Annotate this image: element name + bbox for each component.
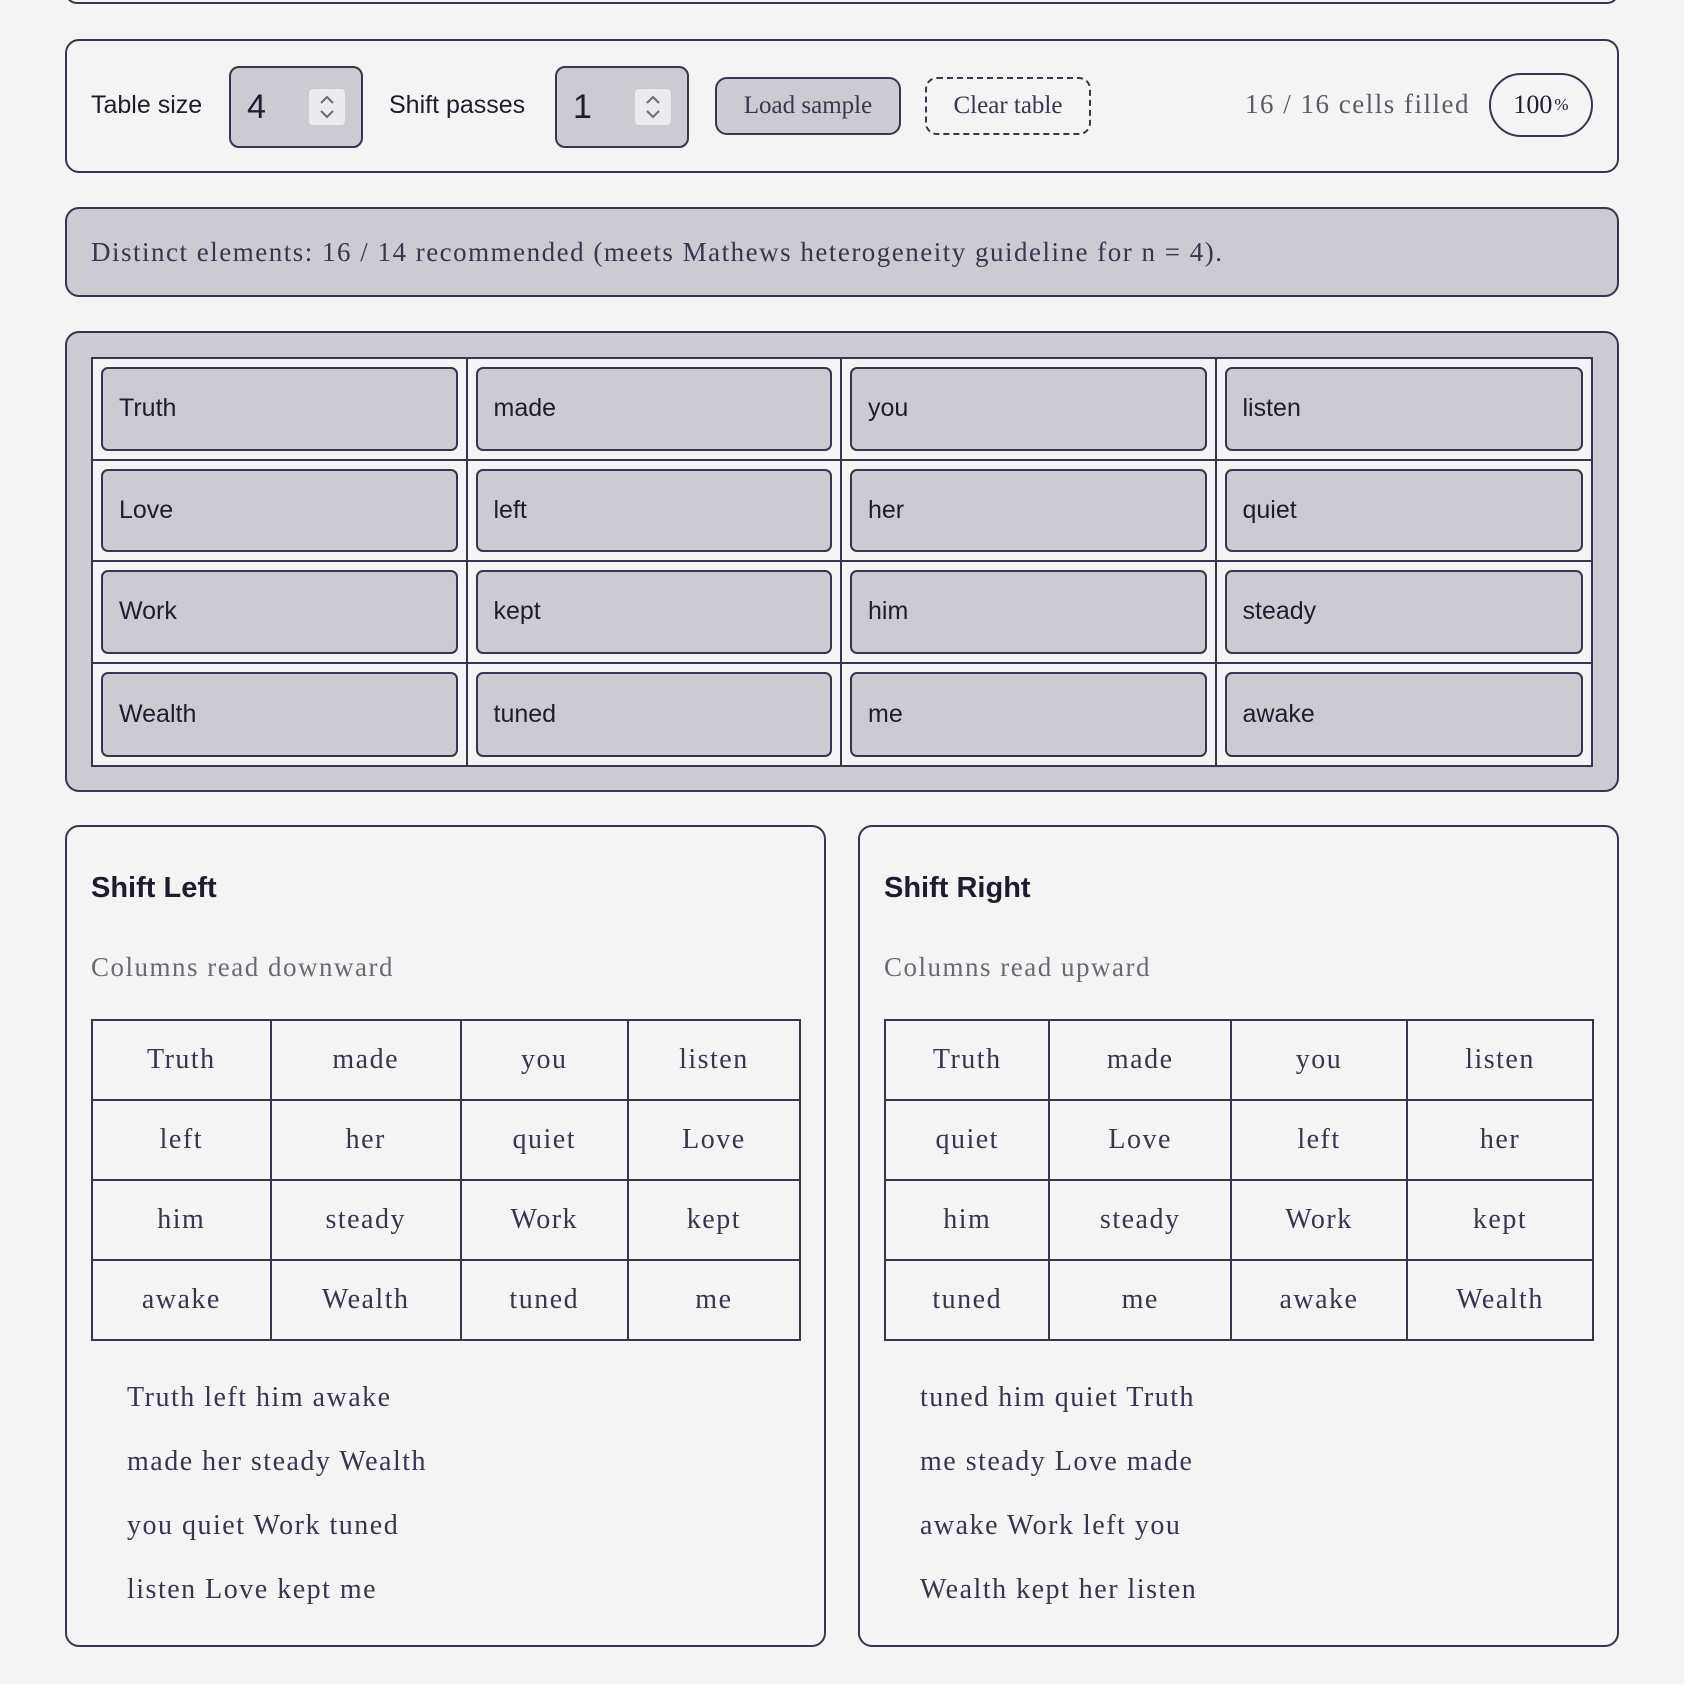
shift-left-table-cell: kept (628, 1180, 800, 1260)
shift-right-table-cell: awake (1231, 1260, 1407, 1340)
shift-right-table-cell: quiet (885, 1100, 1049, 1180)
grid-cell-input[interactable]: Wealth (101, 672, 458, 758)
shift-right-table-cell: left (1231, 1100, 1407, 1180)
shift-left-table-row (92, 1100, 800, 1180)
shift-right-table-cell: her (1407, 1100, 1593, 1180)
shift-right-table-row (885, 1260, 1593, 1340)
grid-cell (93, 664, 468, 766)
shift-left-line: you quiet Work tuned (127, 1510, 400, 1541)
distinct-elements-notice (65, 207, 1619, 297)
grid-cell (93, 562, 468, 664)
shift-right-table-cell: you (1231, 1020, 1407, 1100)
grid-cell-input[interactable]: Truth (101, 367, 458, 451)
grid-cell (468, 461, 843, 563)
shift-left-table-row (92, 1180, 800, 1260)
shift-right-line: me steady Love made (920, 1446, 1194, 1477)
grid-cell-input[interactable]: him (850, 570, 1207, 654)
shift-left-table-cell: listen (628, 1020, 800, 1100)
previous-panel-edge (65, 0, 1619, 4)
shift-left-table-cell: me (628, 1260, 800, 1340)
controls-bar (65, 39, 1619, 173)
grid-cell-input[interactable]: you (850, 367, 1207, 451)
shift-passes-stepper[interactable] (555, 66, 689, 148)
shift-right-line: tuned him quiet Truth (920, 1382, 1195, 1413)
shift-right-table-cell: Truth (885, 1020, 1049, 1100)
grid-cell (842, 562, 1217, 664)
grid-cell-input[interactable]: quiet (1225, 469, 1584, 553)
cells-filled-status: 16 / 16 cells filled (1245, 89, 1470, 119)
shift-right-table-cell: made (1049, 1020, 1231, 1100)
shift-left-subtitle: Columns read downward (91, 952, 394, 982)
shift-right-line: awake Work left you (920, 1510, 1182, 1541)
grid-cell-input[interactable]: me (850, 672, 1207, 758)
shift-right-table-cell: me (1049, 1260, 1231, 1340)
grid-cell (468, 359, 843, 461)
table-size-label: Table size (91, 91, 203, 119)
shift-right-table-row (885, 1180, 1593, 1260)
shift-right-table-row (885, 1100, 1593, 1180)
shift-right-table-cell: Wealth (1407, 1260, 1593, 1340)
clear-table-button[interactable]: Clear table (925, 77, 1091, 135)
shift-right-title: Shift Right (884, 872, 1031, 904)
shift-right-table-scroll[interactable] (884, 1019, 1594, 1349)
shift-right-table-cell: Love (1049, 1100, 1231, 1180)
shift-right-table (884, 1019, 1594, 1341)
up-down-chevron-icon[interactable] (309, 89, 345, 125)
shift-left-table-row (92, 1020, 800, 1100)
grid-cell (1217, 359, 1592, 461)
shift-left-table-cell: left (92, 1100, 271, 1180)
shift-left-table-cell: tuned (461, 1260, 628, 1340)
shift-left-table-scroll[interactable] (91, 1019, 801, 1349)
shift-right-table-cell: listen (1407, 1020, 1593, 1100)
shift-left-table-row (92, 1260, 800, 1340)
shift-left-line: made her steady Wealth (127, 1446, 428, 1477)
grid-cell-input[interactable]: kept (476, 570, 833, 654)
shift-left-table-cell: made (271, 1020, 461, 1100)
shift-right-table-row (885, 1020, 1593, 1100)
shift-left-lines (127, 1382, 427, 1638)
shift-left-table-cell: you (461, 1020, 628, 1100)
grid-cell (468, 562, 843, 664)
grid-cell-input[interactable]: made (476, 367, 833, 451)
shift-left-line: listen Love kept me (127, 1574, 378, 1605)
grid-cell-input[interactable]: listen (1225, 367, 1584, 451)
shift-right-table-cell: tuned (885, 1260, 1049, 1340)
fill-percent-value: 100 (1513, 90, 1553, 119)
grid-cell-input[interactable]: tuned (476, 672, 833, 758)
grid-cell (1217, 461, 1592, 563)
grid-cell (842, 664, 1217, 766)
grid-cell-input[interactable]: left (476, 469, 833, 553)
grid-cell-input[interactable]: her (850, 469, 1207, 553)
shift-left-table-cell: quiet (461, 1100, 628, 1180)
shift-passes-label: Shift passes (389, 91, 526, 119)
shift-right-line: Wealth kept her listen (920, 1574, 1198, 1605)
grid-cell (93, 461, 468, 563)
shift-right-table-cell: steady (1049, 1180, 1231, 1260)
shift-right-table-cell: him (885, 1180, 1049, 1260)
shift-right-table-cell: kept (1407, 1180, 1593, 1260)
notice-text: Distinct elements: 16 / 14 recommended (meets Mathews heterogeneity guideline for n = 4). (91, 237, 1224, 267)
shift-right-table-cell: Work (1231, 1180, 1407, 1260)
shift-right-subtitle: Columns read upward (884, 952, 1151, 982)
table-size-value: 4 (247, 88, 266, 126)
grid-cell (93, 359, 468, 461)
shift-left-table-cell: her (271, 1100, 461, 1180)
shift-left-table-cell: Wealth (271, 1260, 461, 1340)
grid-cell (842, 461, 1217, 563)
table-size-stepper[interactable] (229, 66, 363, 148)
shift-left-table-cell: him (92, 1180, 271, 1260)
shift-left-table-cell: Love (628, 1100, 800, 1180)
shift-left-title: Shift Left (91, 872, 217, 904)
shift-left-table-cell: steady (271, 1180, 461, 1260)
input-grid (91, 357, 1593, 767)
fill-percent-badge (1489, 73, 1593, 137)
grid-cell-input[interactable]: steady (1225, 570, 1584, 654)
shift-left-table (91, 1019, 801, 1341)
shift-left-table-cell: awake (92, 1260, 271, 1340)
grid-cell (1217, 562, 1592, 664)
shift-passes-value: 1 (573, 88, 592, 126)
up-down-chevron-icon[interactable] (635, 89, 671, 125)
shift-left-table-cell: Truth (92, 1020, 271, 1100)
shift-left-panel (65, 825, 826, 1647)
shift-right-lines (920, 1382, 1197, 1638)
fill-percent-unit: % (1554, 95, 1569, 114)
shift-left-line: Truth left him awake (127, 1382, 392, 1413)
grid-cell (468, 664, 843, 766)
grid-cell (842, 359, 1217, 461)
shift-left-table-cell: Work (461, 1180, 628, 1260)
grid-cell-input[interactable]: Love (101, 469, 458, 553)
grid-cell (1217, 664, 1592, 766)
input-grid-panel (65, 331, 1619, 792)
shift-right-panel (858, 825, 1619, 1647)
grid-cell-input[interactable]: Work (101, 570, 458, 654)
load-sample-button[interactable]: Load sample (715, 77, 901, 135)
grid-cell-input[interactable]: awake (1225, 672, 1584, 758)
